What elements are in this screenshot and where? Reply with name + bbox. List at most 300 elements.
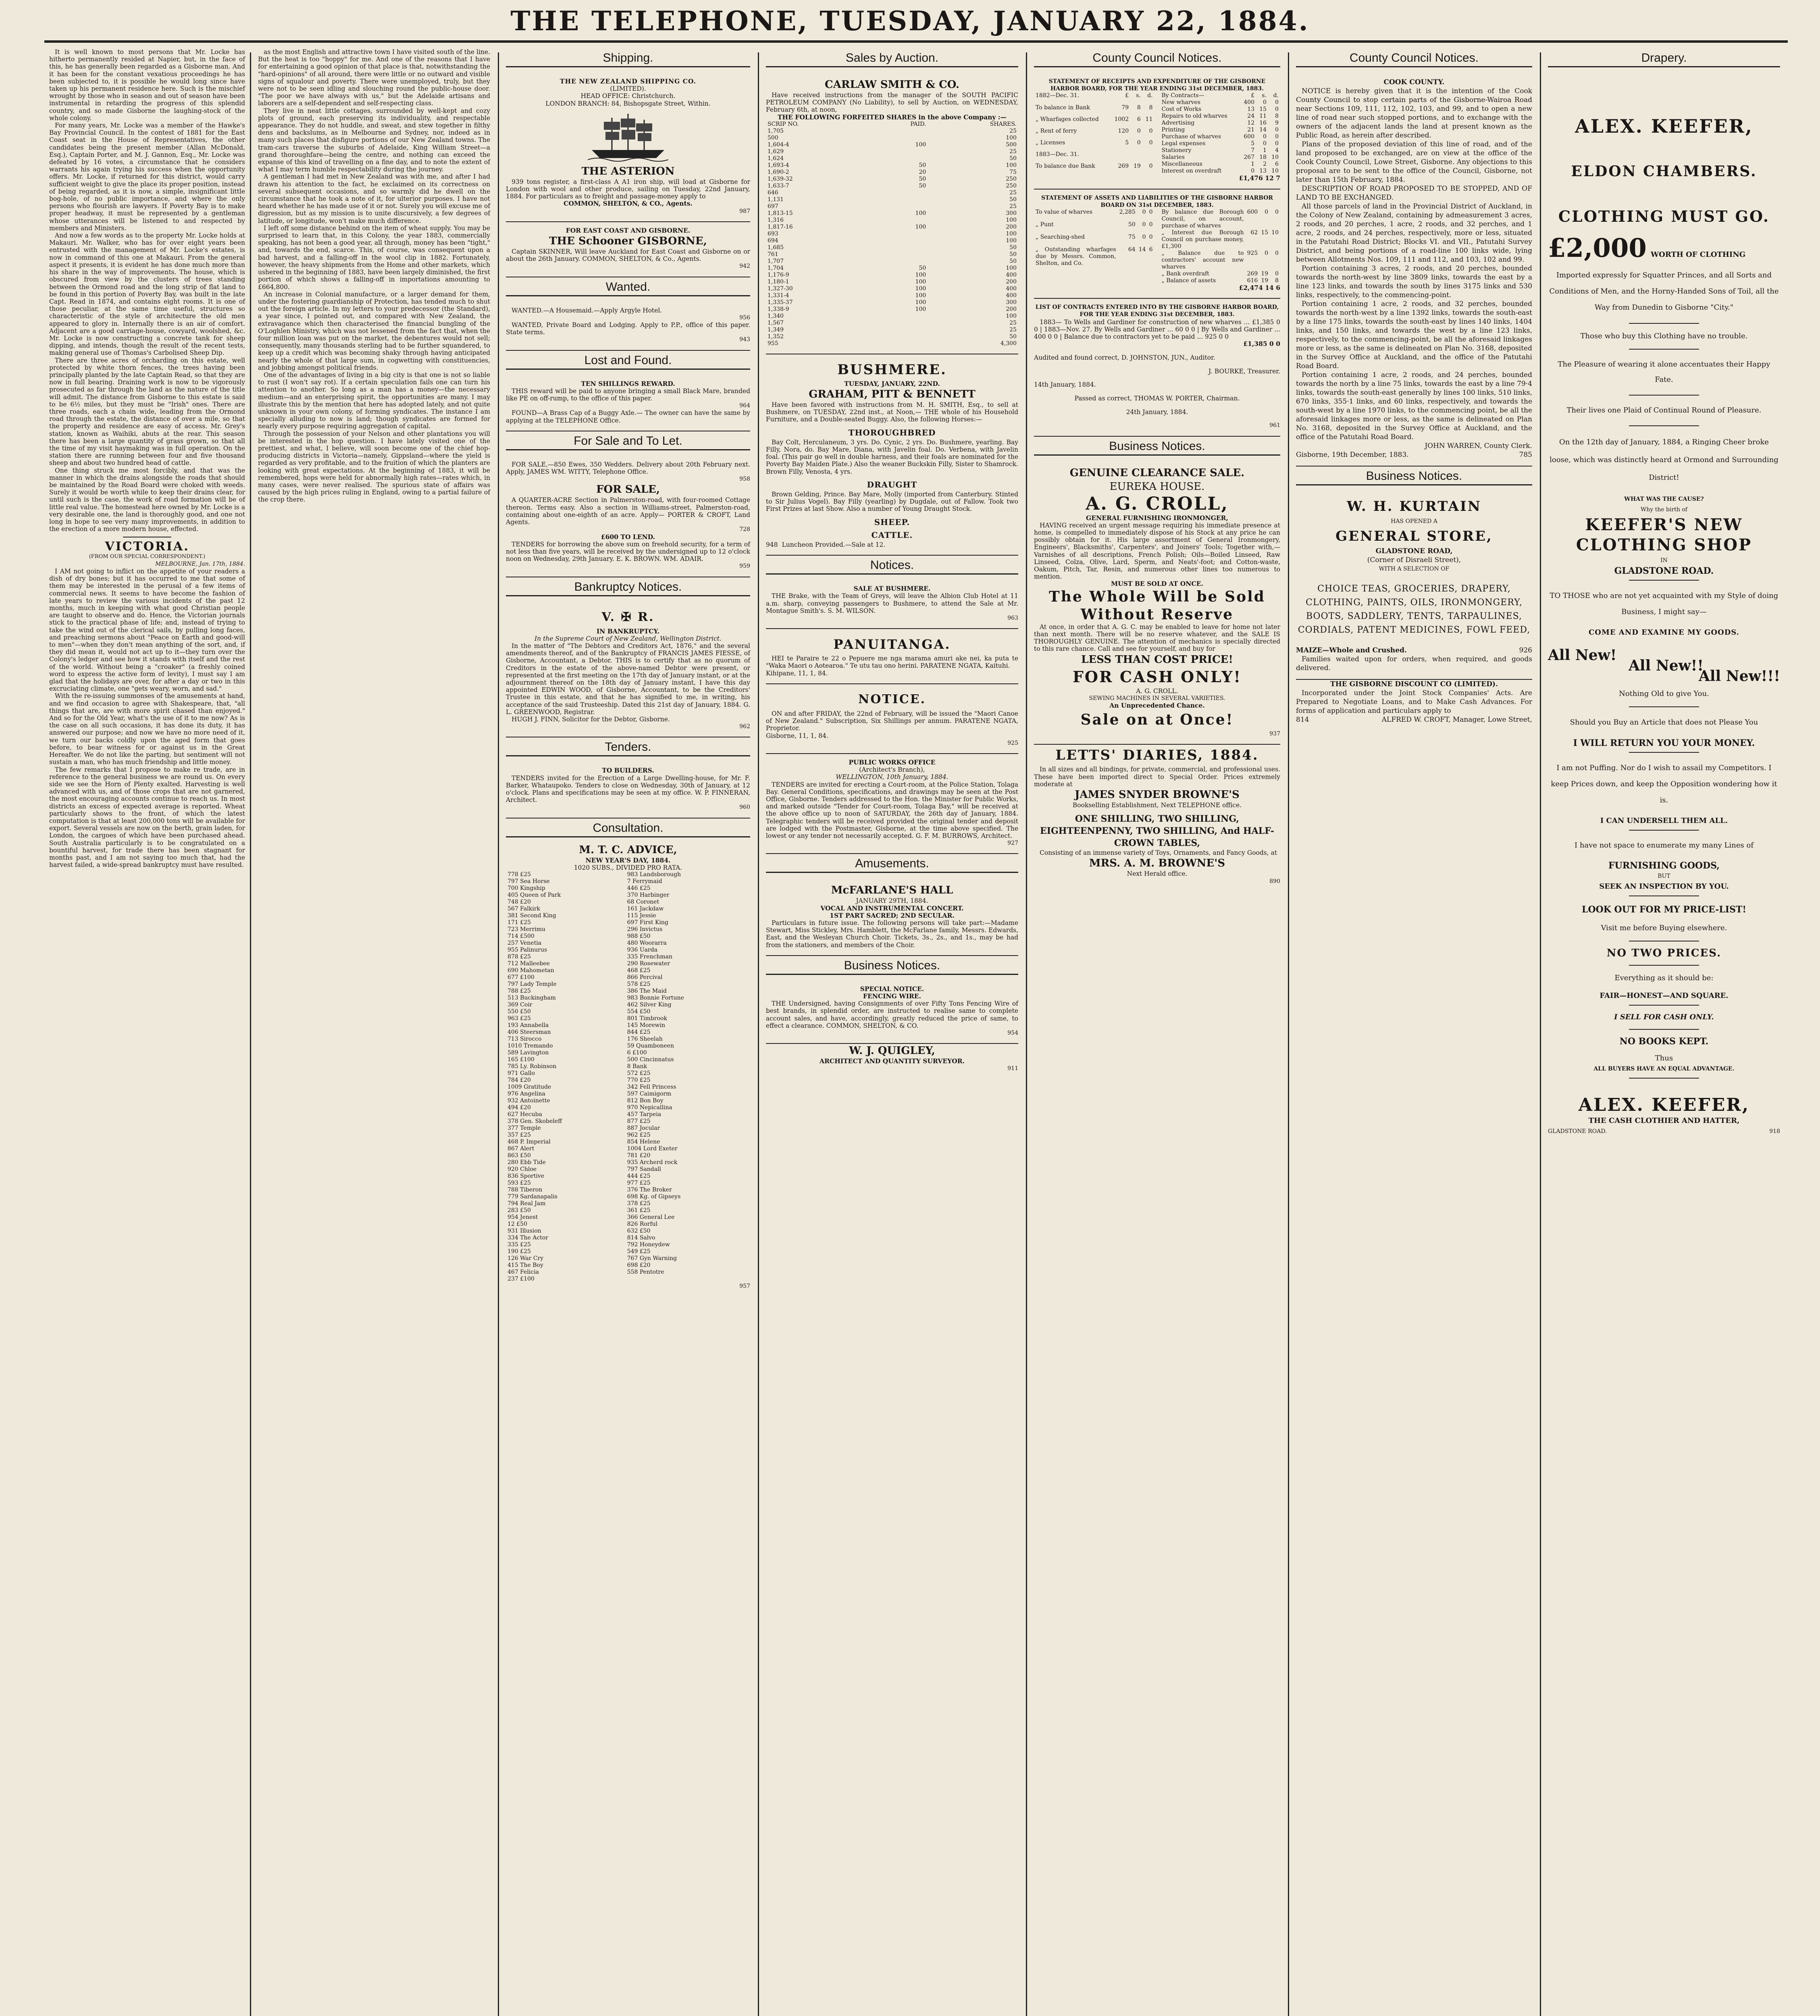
table-row [506, 1255, 750, 1262]
advert-title: THE FOLLOWING FORFEITED SHARES in the above Company :— [777, 113, 1007, 121]
table-cell: s. [1136, 92, 1141, 99]
table-row [1034, 209, 1154, 221]
table-cell: 1,685 [768, 244, 784, 251]
table-cell: 1,327-30 [768, 285, 793, 292]
royal-crest-icon: V. ✠ R. [601, 610, 655, 624]
table-row [1034, 140, 1154, 151]
column-rule [758, 52, 759, 2016]
advert-title: CLOTHING MUST GO. [1558, 207, 1770, 225]
column-1 [44, 48, 250, 2016]
table-cell: 250 [1006, 175, 1017, 182]
event-subtitle: 1ST PART SACRED; 2ND SECULAR. [830, 911, 955, 919]
table-cell [1110, 151, 1130, 163]
table-cell: 357 £25 [508, 1131, 531, 1138]
table-row [766, 203, 1018, 210]
table-cell: £ [1125, 92, 1129, 99]
table-cell: 19 [1261, 277, 1269, 284]
table-cell: 1 [1251, 161, 1255, 168]
table-cell: 11 [1145, 116, 1153, 123]
table-cell: 0 [1275, 99, 1279, 106]
table-cell: 290 Rosewater [627, 960, 670, 967]
advert-number: 948 [766, 541, 778, 549]
table-cell: 1,693-4 [768, 162, 789, 169]
table-cell: Legal expenses [1161, 140, 1206, 147]
advert-number: 814 [1296, 716, 1309, 724]
table-cell: 983 Landsborough [627, 871, 681, 878]
advert-title: PUBLIC WORKS OFFICE [849, 758, 936, 766]
advert-text: SEWING MACHINES IN SEVERAL VARIETIES. [1089, 695, 1225, 702]
table-cell: 25 [1009, 319, 1017, 326]
table-row [506, 878, 750, 885]
shipping-advert [506, 73, 750, 222]
table-cell: 0 [1275, 127, 1279, 133]
table-cell: 15 [1261, 229, 1269, 236]
table-row [506, 1214, 750, 1221]
passed-text: Passed as correct, THOMAS W. PORTER, Chairman. [1074, 395, 1240, 402]
table-cell: 977 £25 [627, 1179, 651, 1186]
article-paragraph: A gentleman I had met in New Zealand was with me, and after I had drawn his attention to the fact, he exclaimed on its correctness on several subsequent occasions, and so warmly did he dwell on the circumstance that he took a note of it, for ulterior purposes. I have not heard whether he has made use of it or not. Surely you will excuse me of digression, but as my mission is to unite discursively, a few degrees of latitude, or longitude, won't make much difference. [258, 173, 490, 225]
table-cell: 250 [1006, 182, 1017, 189]
table-cell: 269 [1118, 163, 1129, 170]
table-row [766, 272, 1018, 279]
table-cell: 494 £20 [508, 1104, 531, 1111]
table-cell: 778 £25 [508, 871, 531, 878]
advert-text: FOR SALE,—850 Ewes, 350 Wedders. Delivery about 20th February next. Apply, JAMES WM. WITTY, Telephone Office. [506, 460, 750, 476]
column-7 [1543, 48, 1785, 2016]
table-row [766, 333, 1018, 340]
table-cell: 1,331-4 [768, 292, 789, 299]
table-cell: By Contracts— [1161, 92, 1204, 99]
advert-text: Have received instructions from the manager of the SOUTH PACIFIC PETROLEUM COMPANY (No Liability), to sell by Auction, on WEDNESDAY, February 6th, at noon, [766, 92, 1018, 114]
advert-title: ONE SHILLING, TWO SHILLING, EIGHTEENPENNY, TWO SHILLING, And HALF-CROWN TABLES, [1040, 814, 1275, 849]
advert-text: In all sizes and all bindings, for private, commercial, and professional uses. These have been imported direct to Special Order. Prices extremely moderate at [1034, 766, 1280, 788]
advert-title: TO BUILDERS. [602, 766, 654, 775]
table-cell: 0 [1149, 139, 1153, 146]
table-cell: 1,316 [768, 217, 784, 223]
table-row [506, 1036, 750, 1043]
table-cell: 867 Alert [508, 1145, 535, 1152]
statement-total: £1,476 12 7 [1239, 174, 1280, 182]
advert-callout: I CAN UNDERSELL THEM ALL. [1600, 816, 1728, 825]
table-cell: „ Balance due to contractors' account new wharves [1161, 250, 1244, 271]
table-cell: 697 First King [627, 919, 668, 926]
section-heading-county-council: County Council Notices. [1034, 50, 1280, 67]
advert-text: Imported expressly for Squatter Princes, and all Sorts and Conditions of Men, and the Horny-Handed Sons of Toil, all the Way from Dunedin to Gisborne "City." [1549, 271, 1779, 312]
table-cell: 971 Gallo [508, 1070, 535, 1077]
advert-number: 926 [1519, 646, 1532, 654]
table-row [506, 933, 750, 940]
table-cell [870, 327, 928, 333]
table-cell [870, 217, 928, 224]
road-closure-notice [1296, 73, 1532, 467]
table-row [766, 237, 1018, 244]
table-cell [870, 231, 928, 237]
table-cell: „ Searching-shed [1036, 234, 1085, 241]
table-cell: 1,813-15 [768, 210, 793, 217]
table-cell: „ Bank overdraft [1161, 271, 1209, 277]
shop-address: (Corner of Disraeli Street), [1367, 556, 1461, 564]
table-cell: 788 Tiberon [508, 1186, 543, 1193]
advert-date: TUESDAY, JANUARY, 22ND. [844, 379, 940, 387]
table-cell: 300 [1006, 210, 1017, 217]
table-row [766, 320, 1018, 327]
table-cell: 1004 Lord Exeter [627, 1145, 678, 1152]
table-cell: 0 [1275, 106, 1279, 113]
table-cell: 826 Rorful [627, 1220, 658, 1227]
table-row [506, 1029, 750, 1036]
article-paragraph: There are three acres of orcharding on this estate, well protected by white thorn fences, the trees having been principally planted by the late Captain Read, so that they are now in full bearing. Draining work is now to be vigorously prosecuted as far through the land as the nature of the title will admit. The distance from Gisborne to this estate is said to be 6½ miles, but they must be "Irish" ones. There are three roads, each a chain wide, leading from the Ormond road through the estate, the distance of over a mile, so that the property and residence are easy of access. Mr. Grey's station, known as Waihiki, abuts at the rear. This season there has been a large quantity of grass grown, so that all the time of my visit haymaking was in full operation. On the station there are running between four and five thousand sheep and about two hundred head of cattle. [49, 356, 245, 467]
diaries-advert [1034, 745, 1280, 885]
table-cell: 145 Morewin [627, 1022, 666, 1029]
ship-details: Captain SKINNER, Will leave Auckland for East Coast and Gisborne on or about the 26th January. COMMON, SHELTON, & Co., Agents. [506, 248, 750, 263]
advert-title: GENUINE CLEARANCE SALE. [1069, 467, 1245, 479]
table-cell: „ Rent of ferry [1036, 127, 1077, 134]
advert-subheading: DRAUGHT [867, 479, 917, 489]
advert-number: 954 [1007, 1029, 1018, 1036]
contracts-statement [1034, 299, 1280, 436]
column-5 [1029, 48, 1285, 2016]
table-cell: „ Licenses [1036, 139, 1065, 146]
article-dateline: MELBOURNE, Jan. 17th, 1884. [155, 560, 245, 567]
public-works-notice [766, 754, 1018, 854]
table-cell: Cost of Works [1161, 106, 1202, 113]
advert-number: 959 [739, 563, 750, 570]
table-row [766, 258, 1018, 265]
table-row [506, 1235, 750, 1241]
advert-text: ARCHITECT AND QUANTITY SURVEYOR. [819, 1057, 965, 1065]
harbor-board-statement [1034, 73, 1280, 190]
table-cell [870, 237, 928, 244]
company-limited: (LIMITED). [610, 85, 646, 93]
table-row [1160, 140, 1281, 147]
table-cell: 0 [1275, 209, 1279, 216]
table-cell: 120 [1118, 127, 1129, 134]
table-row [766, 142, 1018, 148]
table-cell: 7 Ferrymaid [627, 878, 662, 885]
statement-title: LIST OF CONTRACTS ENTERED INTO BY THE GISBORNE HARBOR BOARD, FOR THE YEAR ENDING 31st DECEMBER, 1883. [1035, 304, 1279, 318]
advert-callout: LOOK OUT FOR MY PRICE-LIST! [1581, 904, 1746, 915]
table-cell: By balance due Borough Council, on account, purchase of wharves [1161, 209, 1244, 229]
table-cell [870, 244, 928, 251]
table-cell: Printing [1161, 127, 1185, 133]
table-cell: 794 Real Jam [508, 1200, 546, 1207]
table-cell: 549 £25 [627, 1248, 651, 1255]
table-cell: 0 [1137, 127, 1141, 134]
table-row [506, 1077, 750, 1084]
advert-title: £600 TO LEND. [601, 533, 655, 541]
table-row [766, 176, 1018, 183]
table-cell: 0 [1149, 163, 1153, 170]
column-3 [501, 48, 755, 2016]
table-cell: 761 [768, 251, 778, 258]
table-row [506, 1098, 750, 1104]
advert-text: HAVING received an urgent message requiring his immediate presence at home, is compelled to immediately dispose of his Stock at any price he can possibly obtain for it. His large assortment of General Ironmongery, Engineers', Blacksmiths', Carpenters', and Joiners' Tools; Together with,— Varnishes of all descriptions, French Polish; Oils—Boiled Linseed, Raw Linseed, Colza, Olive, Lard, Sperm, and Neats'-foot; and Cotton-waste, Oakum, Pitch, Tar, Resin, and numerous other lines too numerous to mention. [1034, 521, 1280, 581]
table-cell: 64 [1128, 246, 1136, 253]
table-cell: „ Interest due Borough Council on purchase money, £1,300 [1161, 229, 1244, 250]
table-cell: 11 [1259, 113, 1267, 120]
table-cell: 25 [1009, 127, 1017, 134]
article-paragraph: Through the possession of your Nelson and other plantations you will be interested in the hop question. I have lately visited one of the prettiest, and what, I believe, will soon become one of the chief hop-producing districts in Victoria—namely, Gippsland—where the yield is regarded as very profitable, and to the fruition of which the planters are looking with great expectations. At the beginning of 1883, it will be remembered, hops were held for abnormally high rates—rates which, in many cases, were never realised. The spurious state of affairs was caused by the high prices ruling in England, owing to a partial failure of the crop there. [258, 430, 490, 504]
table-row [506, 1002, 750, 1008]
table-cell: 267 [1244, 154, 1255, 161]
article-paragraph: For many years, Mr. Locke was a member of the Hawke's Bay Provincial Council. In the contest of 1881 for the East Coast seat in the House of Representatives, the other candidates being the present member (Allan McDonald, Esq.), Captain Porter, and M. J. Gannon, Esq., Mr. Locke was defeated by 16 votes, a circumstance that he considers warrants his again trying his success when the opportunity offers. Mr. Locke, if returned for this district, would carry sufficient weight to give the place its proper position, instead of being regarded, as it is now, a simple, insignificant little bog-hole, of no public importance, and where the only persons who flourish are lawyers. If Poverty Bay is to make proper headway, it must be represented by a gentleman whose utterances will be listened to and respected by members and Ministers. [49, 122, 245, 232]
table-row [506, 947, 750, 954]
table-cell: 14 [1138, 246, 1146, 253]
table-row [506, 885, 750, 892]
section-heading-county-council: County Council Notices. [1296, 50, 1532, 67]
clearance-sale-advert [1034, 461, 1280, 745]
table-row [506, 892, 750, 899]
table-row [1034, 116, 1154, 128]
table-row [506, 1111, 750, 1118]
table-cell: 0 [1149, 221, 1153, 228]
table-cell: 963 £25 [508, 1015, 531, 1022]
table-cell: „ Punt [1036, 221, 1054, 228]
advert-text: Everything as it should be: [1614, 974, 1714, 982]
table-row [766, 128, 1018, 135]
advert-number: 987 [739, 208, 750, 215]
table-cell: 1,338-9 [768, 306, 789, 312]
table-row [766, 279, 1018, 285]
table-row [506, 995, 750, 1002]
table-cell: 200 [1006, 223, 1017, 230]
table-cell: 8 [1137, 104, 1141, 111]
table-cell: „ Outstanding wharfages due by Messrs. Common, Shelton, and Co. [1036, 246, 1116, 267]
newspaper-title: THE TELEPHONE, TUESDAY, JANUARY 22, 1884. [510, 5, 1310, 37]
table-cell: 75 [1128, 234, 1136, 241]
table-cell: Purchase of wharves [1161, 133, 1221, 140]
advert-callout: FURNISHING GOODS, [1608, 860, 1720, 871]
merchant-name: ALEX. KEEFER, [1578, 1095, 1750, 1115]
table-cell: 100 [915, 141, 926, 148]
column-2 [253, 48, 495, 2016]
consultation-table [506, 871, 750, 1283]
article-paragraph: An increase in Colonial manufacture, or a larger demand for them, under the fostering guardianship of Protection, has tended much to shut out the foreign article. In my letters to your predecessor (the Standard), a year since, I pointed out, and compared with New Zealand, the extravagance which then characterised the financial bungling of the O'Loghlen Ministry, which was not lessened from the fact that, when the four million loan was put on the market, the debentures would not sell; consequently, many thousands sterling had to be further squandered, to keep up a credit which was becoming shaky through having anticipated nearly the whole of that large sum, in cogwetting with constituencies, and jobbing amongst political friends. [258, 290, 490, 371]
advert-text: Nothing Old to give You. [1619, 689, 1709, 698]
advert-text: I have not space to enumerate my many Lines of [1575, 841, 1753, 850]
table-cell: 444 £25 [627, 1173, 651, 1179]
advert-text: WORTH OF CLOTHING [1650, 250, 1746, 259]
advert-text: Those who buy this Clothing have no trouble. [1580, 332, 1748, 340]
advert-text: THE Undersigned, having Consignments of over Fifty Tons Fencing Wire of best brands, in splendid order, are instructed to realise same to complete account sales, and have, accordingly, greatly reduced the price of same, to effect a clearance. COMMON, SHELTON, & CO. [766, 1000, 1018, 1029]
table-cell [626, 1276, 750, 1283]
table-row [506, 988, 750, 995]
section-heading-lost: Lost and Found. [506, 352, 750, 370]
table-row [506, 1276, 750, 1283]
tenders-advert [506, 762, 750, 818]
table-row [506, 1132, 750, 1139]
table-cell: 767 Gyn Warning [627, 1255, 677, 1262]
table-cell: 79 [1121, 104, 1129, 111]
section-heading-notices: Notices. [766, 557, 1018, 575]
table-cell: New wharves [1161, 99, 1200, 106]
table-row [766, 340, 1018, 347]
table-cell: 200 [1006, 278, 1017, 285]
table-cell: 878 £25 [508, 953, 531, 960]
table-row [1160, 250, 1281, 271]
manager-name: ALFRED W. CROFT, Manager, Lowe Street, [1381, 716, 1532, 724]
table-cell: 6 £100 [627, 1049, 647, 1056]
table-cell: 75 [1009, 169, 1017, 175]
table-row [506, 912, 750, 919]
table-cell: 983 Bonnie Fortune [627, 994, 684, 1001]
table-row [506, 1022, 750, 1029]
sailing-ship-icon [588, 110, 668, 162]
table-cell: 9 [1275, 120, 1279, 127]
company-office: HEAD OFFICE: Christchurch. [580, 92, 676, 100]
table-cell: 126 War Cry [508, 1255, 544, 1262]
table-cell: 100 [1006, 217, 1017, 223]
merchant-trade: GENERAL FURNISHING IRONMONGER, [1086, 514, 1228, 522]
advert-number: 925 [1007, 739, 1018, 746]
advert-callout: LESS THAN COST PRICE! [1081, 653, 1233, 666]
advert-subtitle: HAS OPENED A [1391, 518, 1437, 525]
advert-text: On the 12th day of January, 1884, a Ringing Cheer broke loose, which was distinctly heard at Ormond and Surrounding District! [1550, 438, 1778, 482]
table-row [766, 231, 1018, 237]
table-cell: 50 [1009, 155, 1017, 162]
table-cell: 567 Falkirk [508, 905, 540, 912]
section-heading-amusements: Amusements. [766, 856, 1018, 873]
table-cell: 593 £25 [508, 1179, 531, 1186]
table-cell: £ [1251, 92, 1255, 99]
shop-name: JAMES SNYDER BROWNE'S [1075, 788, 1240, 801]
discount-company-advert [1296, 680, 1532, 724]
table-cell: 16 [1259, 120, 1267, 127]
statement-total: £2,474 14 6 [1239, 284, 1280, 292]
table-row [766, 313, 1018, 320]
advert-text: Should you Buy an Article that does not Please You [1570, 718, 1758, 727]
table-cell: 300 [1006, 299, 1017, 306]
section-heading-shipping: Shipping. [506, 50, 750, 67]
table-cell: 748 £20 [508, 898, 531, 905]
merchant-signature: A. G. CROLL. [1136, 687, 1178, 695]
table-cell: 962 £25 [627, 1131, 651, 1138]
shop-name: EUREKA HOUSE. [1109, 480, 1205, 493]
table-cell: 572 £25 [627, 1070, 651, 1077]
panuitanga-notice [766, 629, 1018, 684]
table-cell: PAID. [910, 121, 926, 127]
table-cell: Repairs to old wharves [1161, 113, 1227, 120]
table-cell: 100 [1006, 312, 1017, 319]
table-row [1160, 133, 1281, 140]
table-cell: 988 £50 [627, 933, 651, 939]
table-cell: 863 £50 [508, 1152, 531, 1159]
advert-number: 890 [1269, 878, 1280, 885]
table-cell: 14 [1259, 127, 1267, 133]
table-cell: 25 [1009, 148, 1017, 155]
table-cell: 1,633-7 [768, 182, 789, 189]
concert-advert [766, 879, 1018, 956]
table-cell: 376 The Broker [627, 1186, 672, 1193]
table-cell: 1,707 [768, 258, 784, 264]
advert-text: BUT [1658, 873, 1670, 879]
table-cell: 0 [1265, 209, 1269, 216]
advert-callout: NO BOOKS KEPT. [1619, 1036, 1709, 1047]
table-cell [870, 135, 928, 142]
table-cell: 887 Jocular [627, 1125, 660, 1131]
table-cell [870, 190, 928, 196]
table-row [766, 169, 1018, 176]
table-row [766, 183, 1018, 190]
table-cell: 1,604-4 [768, 141, 789, 148]
table-cell: 844 £25 [627, 1029, 651, 1035]
goods-list: CHOICE TEAS, GROCERIES, DRAPERY, CLOTHING, PAINTS, OILS, IRONMONGERY, BOOTS, SADDLERY, TENTS, TARPAULINES, CORDIALS, PATENT MEDICINES, FOWL FEED, [1298, 584, 1531, 635]
table-cell: 15 [1259, 106, 1267, 113]
table-cell: 781 £20 [627, 1152, 651, 1159]
table-cell: 378 Gen. Skobeleff [508, 1118, 562, 1125]
section-heading-business: Business Notices. [1034, 438, 1280, 456]
table-cell: 8 Bank [627, 1063, 647, 1070]
advert-text: WHAT WAS THE CAUSE? [1624, 496, 1704, 502]
table-cell: 646 [768, 189, 778, 196]
advert-callout: COME AND EXAMINE MY GOODS. [1588, 628, 1739, 637]
table-cell: 100 [915, 271, 926, 278]
notice-paragraph: All those parcels of land in the Provincial District of Auckland, in the Colony of New Zealand, containing by admeasurement 3 acres, 2 roods, and 20 perches, 1 acre, 2 roods, and 32 perches, and 1 acre, 2 roods, and 24 perches, respectively, more or less, situated in the Patutahi Road District; Blocks VI. and VII., Patutahi Survey District, and being portions of a road-line 100 links wide, lying between Allotments Nos. 109, 111 and 112, and 103, 102 and 99. [1296, 202, 1532, 264]
table-cell: 589 Lavington [508, 1049, 549, 1056]
shop-name: GENERAL STORE, [1335, 528, 1493, 544]
advert-text: Brown Gelding, Prince. Bay Mare, Molly (imported from Canterbury. Stinted to Sir Julius Vogel). Bay Filly (yearling) by Dugdale, out of Fallow. Took two First Prizes at last Show. Also a number of Young Draught Stock. [766, 491, 1018, 513]
table-cell: To value of wharves [1036, 209, 1093, 216]
table-cell: 462 Silver King [627, 1001, 672, 1008]
table-cell: 269 [1247, 271, 1258, 277]
column-rule [1026, 52, 1027, 2016]
table-cell: To balance in Bank [1036, 104, 1090, 111]
table-row [506, 1193, 750, 1200]
advert-text: TENDERS invited for the Erection of a Large Dwelling-house, for Mr. F. Barker, Whataupoko. Tenders to close on Wednesday, 30th of January, at 12 o'clock. Plans and specifications may be seen at my office. W. P. FINNERAN, Architect. [506, 774, 750, 804]
column-rule [250, 52, 251, 2016]
table-cell: 4,300 [1000, 340, 1017, 347]
table-cell: 361 £25 [627, 1207, 651, 1214]
table-cell: 280 Ebb Tide [508, 1159, 546, 1166]
shop-name: MRS. A. M. BROWNE'S [1089, 857, 1225, 870]
table-cell: 1,180-1 [768, 278, 789, 285]
table-cell: 1,340 [768, 312, 784, 319]
table-cell: 100 [1006, 237, 1017, 244]
table-cell [870, 320, 928, 327]
table-cell: 4 [1275, 147, 1279, 154]
table-row [766, 210, 1018, 217]
advert-number: 728 [739, 526, 750, 533]
table-cell: 784 £20 [508, 1077, 531, 1083]
advert-text: I am not Puffing. Nor do I wish to assail my Competitors. I keep Prices down, and keep the Opposition wondering how it is. [1551, 764, 1777, 804]
table-row [506, 926, 750, 933]
advert-text: HEI te Paraire te 22 o Pepuere me nga marama amuri ake nei, ka puta te "Waka Maori o Aotearoa." Te utu tau ono herini. PARATENE NGATA, Kaituhi. [766, 655, 1018, 670]
table-cell: 932 Antoinette [508, 1097, 550, 1104]
article-paragraph: I AM not going to inflict on the appetite of your readers a dish of dry bones; but it has occurred to me that some of them may be interested in the perusal of a few items of commercial news. It seems to have become the fashion of late years to review the various incidents of the past 12 months, much in keeping with what good Christian people are taught to observe and do. Hence, the Victorian journals stick to the practical phase of life; and, instead of trying to take the wind out of the clerical sails, by pulling long faces, and preaching sermons about "Peace on Earth and good-will to men"—when they don't mean anything of the sort, and, if they did mean it, would not act up to it—they turn over the Colony's ledger and see how it stands with itself and the rest of the world. Without being a "croaker" (a freshly coined word to express the active form of levity), I must say I am glad that the holidays are over, for after a day or two in this excruciating climate, one "gets weary, worn, and sad." [49, 568, 245, 693]
advert-text: Families waited upon for orders, when required, and goods delivered. [1296, 655, 1532, 672]
table-row [1034, 151, 1154, 163]
table-cell: 50 [1009, 196, 1017, 203]
table-cell: 698 £20 [627, 1262, 651, 1268]
table-cell: 0 [1263, 140, 1267, 147]
advert-text: Visit me before Buying elsewhere. [1601, 924, 1727, 932]
advert-number: 960 [739, 804, 750, 811]
table-cell: 2 [1263, 161, 1267, 168]
liabilities-table [1160, 209, 1281, 284]
table-cell: 50 [919, 182, 926, 189]
notice-paragraph: Portion containing 1 acre, 2 roods, and 32 perches, bounded towards the north-west by a line 1392 links, towards the south-east by a line 175 links, towards the south-east by lines 140 links, 1404 links, and 150 links, and towards the west by a line 123 links, respectively, to the commencing-point, be all the aforesaid linkages more or less, as the same is delineated on Plan No. 3168, deposited in the Survey Office at Auckland, and the office of the Patutahi Road Board. [1296, 300, 1532, 370]
advert-subtitle: (Architect's Branch), [859, 766, 925, 774]
table-row [506, 1091, 750, 1098]
table-row [1160, 106, 1281, 113]
table-cell: 1,567 [768, 319, 784, 326]
table-cell: 770 £25 [627, 1077, 651, 1083]
advert-callout: I WILL RETURN YOU YOUR MONEY. [1573, 738, 1755, 748]
table-row [506, 1221, 750, 1228]
expenditure-table [1160, 92, 1281, 175]
table-cell: 296 Invictus [627, 926, 663, 933]
table-cell: 50 [1009, 244, 1017, 251]
